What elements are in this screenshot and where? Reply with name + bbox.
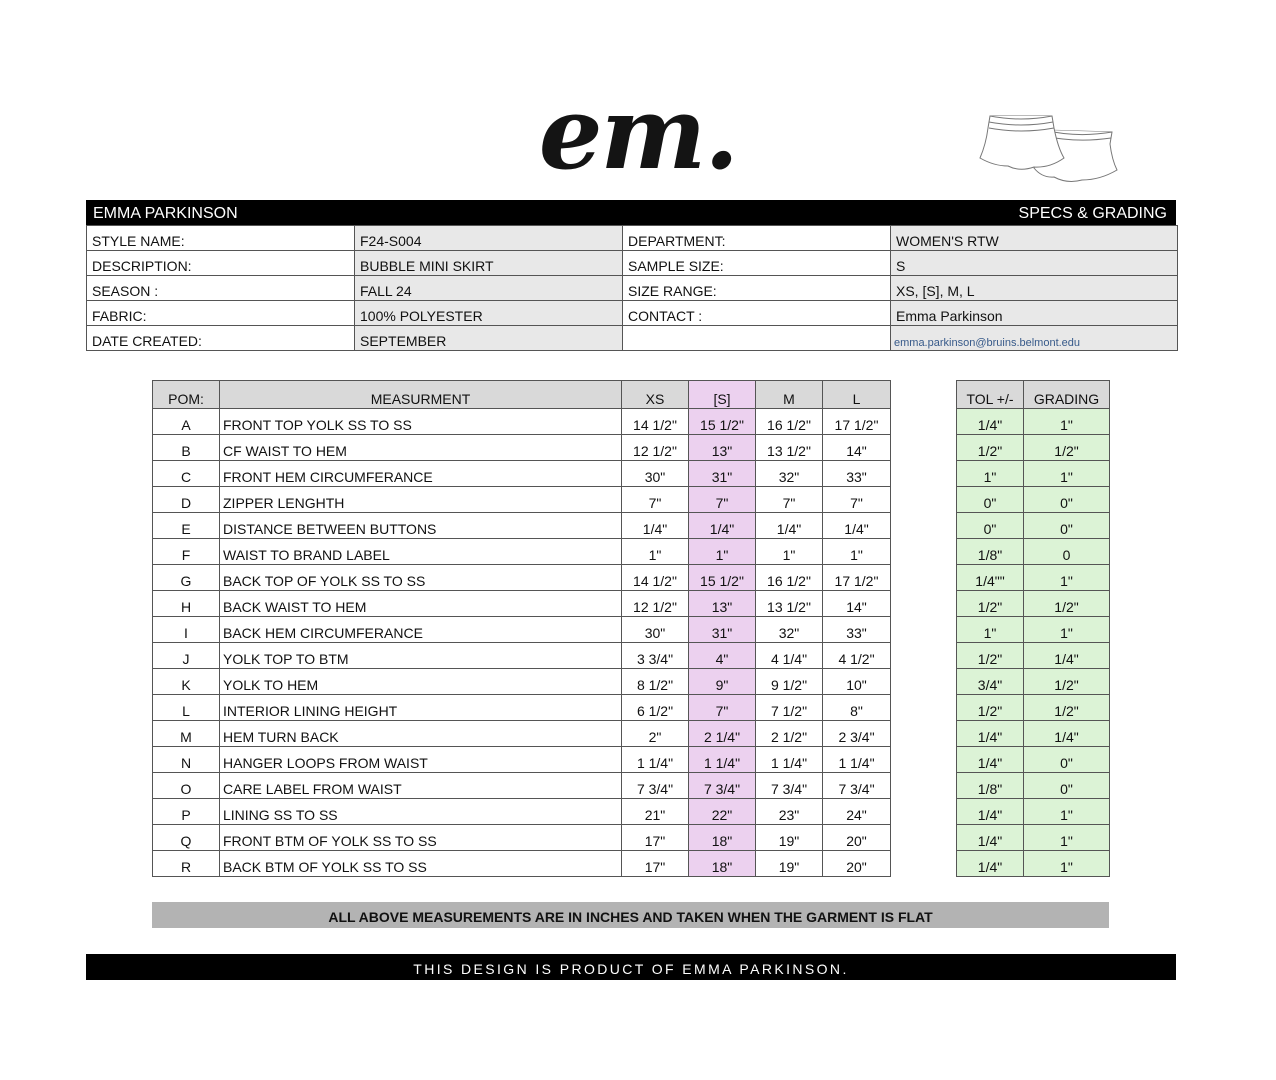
grading-value: 0" [1024,773,1110,799]
size-xs-value: 14 1/2" [622,409,689,435]
size-s-value: 31" [689,617,756,643]
measurement-name: INTERIOR LINING HEIGHT [220,695,622,721]
pom-code: R [153,851,220,877]
grading-value: 0" [1024,513,1110,539]
measurement-row [153,747,891,773]
tolerance-value: 1/2" [957,643,1024,669]
measurement-row [153,461,891,487]
info-value: F24-S004 [355,226,623,251]
info-label: STYLE NAME: [87,226,355,251]
pom-code: O [153,773,220,799]
size-xs-value: 7" [622,487,689,513]
size-m-value: 1" [756,539,823,565]
pom-code: M [153,721,220,747]
size-xs-value: 21" [622,799,689,825]
footer-bar: THIS DESIGN IS PRODUCT OF EMMA PARKINSON. [86,954,1176,980]
measurement-name: BACK TOP OF YOLK SS TO SS [220,565,622,591]
info-value: Emma Parkinson [891,301,1178,326]
measurement-name: FRONT BTM OF YOLK SS TO SS [220,825,622,851]
pom-code: N [153,747,220,773]
size-l-value: 33" [823,461,891,487]
header-bar [86,200,1176,225]
header-measurement: MEASURMENT [220,381,622,409]
size-m-value: 4 1/4" [756,643,823,669]
tolerance-row [957,721,1110,747]
size-s-value: 18" [689,825,756,851]
header-pom: POM: [153,381,220,409]
size-s-value: 9" [689,669,756,695]
tolerance-row [957,461,1110,487]
size-xs-value: 1" [622,539,689,565]
size-xs-value: 8 1/2" [622,669,689,695]
measurement-name: BACK BTM OF YOLK SS TO SS [220,851,622,877]
size-s-value: 1" [689,539,756,565]
size-m-value: 23" [756,799,823,825]
tolerance-row [957,851,1110,877]
measurement-row [153,487,891,513]
measurement-name: ZIPPER LENGHTH [220,487,622,513]
size-m-value: 1 1/4" [756,747,823,773]
size-l-value: 10" [823,669,891,695]
size-s-value: 7" [689,695,756,721]
size-xs-value: 2" [622,721,689,747]
tolerance-row [957,435,1110,461]
grading-value: 0" [1024,487,1110,513]
tolerance-header-row [957,381,1110,409]
tolerance-row [957,747,1110,773]
tolerance-value: 1/4" [957,799,1024,825]
tolerance-row [957,773,1110,799]
size-s-value: 1/4" [689,513,756,539]
measurement-name: YOLK TO HEM [220,669,622,695]
measurement-name: HANGER LOOPS FROM WAIST [220,747,622,773]
measurement-row [153,825,891,851]
measurement-row [153,721,891,747]
pom-code: E [153,513,220,539]
size-xs-value: 17" [622,851,689,877]
size-l-value: 4 1/2" [823,643,891,669]
grading-value: 1" [1024,565,1110,591]
size-xs-value: 7 3/4" [622,773,689,799]
info-value: WOMEN'S RTW [891,226,1178,251]
size-l-value: 1 1/4" [823,747,891,773]
pom-code: H [153,591,220,617]
size-m-value: 7" [756,487,823,513]
header-l: L [823,381,891,409]
skirt-flat-sketch [972,110,1122,188]
tolerance-row [957,643,1110,669]
tolerance-row [957,617,1110,643]
size-m-value: 1/4" [756,513,823,539]
info-label: DATE CREATED: [87,326,355,351]
info-label: SAMPLE SIZE: [623,251,891,276]
pom-code: G [153,565,220,591]
tolerance-row [957,539,1110,565]
size-xs-value: 12 1/2" [622,435,689,461]
size-xs-value: 17" [622,825,689,851]
size-m-value: 2 1/2" [756,721,823,747]
grading-value: 1/4" [1024,643,1110,669]
tolerance-value: 0" [957,513,1024,539]
pom-code: L [153,695,220,721]
measurement-row [153,669,891,695]
measurement-row [153,565,891,591]
size-l-value: 20" [823,851,891,877]
size-s-value: 7" [689,487,756,513]
designer-name: EMMA PARKINSON [93,205,238,222]
tolerance-value: 1/2" [957,695,1024,721]
size-m-value: 19" [756,825,823,851]
measurement-row [153,799,891,825]
info-row [87,276,1178,301]
pom-code: K [153,669,220,695]
tolerance-row [957,513,1110,539]
grading-value: 1/2" [1024,695,1110,721]
size-m-value: 16 1/2" [756,565,823,591]
tolerance-row [957,409,1110,435]
size-s-value: 13" [689,591,756,617]
tolerance-value: 1/2" [957,591,1024,617]
pom-code: I [153,617,220,643]
grading-value: 1/2" [1024,591,1110,617]
size-l-value: 17 1/2" [823,409,891,435]
tolerance-value: 1" [957,461,1024,487]
grading-value: 1/2" [1024,669,1110,695]
size-m-value: 19" [756,851,823,877]
header-s: [S] [689,381,756,409]
measurement-table [152,380,891,877]
measurement-name: YOLK TOP TO BTM [220,643,622,669]
info-label: CONTACT : [623,301,891,326]
tolerance-value: 1/8" [957,773,1024,799]
header-grading: GRADING [1024,381,1110,409]
style-info-table [86,225,1178,351]
size-s-value: 1 1/4" [689,747,756,773]
grading-value: 1" [1024,461,1110,487]
measurement-note: ALL ABOVE MEASUREMENTS ARE IN INCHES AND TAKEN WHEN THE GARMENT IS FLAT [152,902,1109,928]
size-s-value: 13" [689,435,756,461]
measurement-name: BACK WAIST TO HEM [220,591,622,617]
tolerance-value: 0" [957,487,1024,513]
measurement-row [153,617,891,643]
size-xs-value: 30" [622,617,689,643]
size-xs-value: 12 1/2" [622,591,689,617]
measurement-header-row [153,381,891,409]
pom-code: B [153,435,220,461]
info-value: S [891,251,1178,276]
pom-code: J [153,643,220,669]
size-l-value: 7" [823,487,891,513]
measurement-name: CF WAIST TO HEM [220,435,622,461]
header-tolerance: TOL +/- [957,381,1024,409]
size-l-value: 17 1/2" [823,565,891,591]
size-xs-value: 14 1/2" [622,565,689,591]
measurement-row [153,513,891,539]
grading-value: 1/2" [1024,435,1110,461]
size-xs-value: 1/4" [622,513,689,539]
size-l-value: 1/4" [823,513,891,539]
info-value: FALL 24 [355,276,623,301]
tolerance-row [957,487,1110,513]
size-l-value: 7 3/4" [823,773,891,799]
measurement-row [153,643,891,669]
measurement-name: LINING SS TO SS [220,799,622,825]
tolerance-row [957,591,1110,617]
size-l-value: 14" [823,591,891,617]
size-xs-value: 30" [622,461,689,487]
pom-code: A [153,409,220,435]
info-value: 100% POLYESTER [355,301,623,326]
tolerance-value: 1/4" [957,409,1024,435]
info-row [87,226,1178,251]
measurement-name: FRONT TOP YOLK SS TO SS [220,409,622,435]
info-label: FABRIC: [87,301,355,326]
info-label: DEPARTMENT: [623,226,891,251]
size-m-value: 13 1/2" [756,435,823,461]
size-m-value: 7 3/4" [756,773,823,799]
size-m-value: 32" [756,617,823,643]
measurement-name: CARE LABEL FROM WAIST [220,773,622,799]
size-l-value: 33" [823,617,891,643]
info-value: SEPTEMBER [355,326,623,351]
size-xs-value: 6 1/2" [622,695,689,721]
size-s-value: 15 1/2" [689,409,756,435]
grading-value: 1" [1024,617,1110,643]
size-m-value: 13 1/2" [756,591,823,617]
tolerance-grading-table [956,380,1110,877]
size-s-value: 7 3/4" [689,773,756,799]
grading-value: 1" [1024,825,1110,851]
brand-logo: em. [538,74,738,192]
size-s-value: 2 1/4" [689,721,756,747]
measurement-name: HEM TURN BACK [220,721,622,747]
tolerance-value: 1/4" [957,747,1024,773]
info-row [87,326,1178,351]
size-s-value: 18" [689,851,756,877]
pom-code: C [153,461,220,487]
size-l-value: 20" [823,825,891,851]
tolerance-value: 1" [957,617,1024,643]
size-l-value: 8" [823,695,891,721]
size-s-value: 15 1/2" [689,565,756,591]
measurement-row [153,591,891,617]
tolerance-value: 1/8" [957,539,1024,565]
tolerance-value: 1/4" [957,721,1024,747]
info-value: XS, [S], M, L [891,276,1178,301]
grading-value: 0 [1024,539,1110,565]
info-label: SEASON : [87,276,355,301]
size-l-value: 14" [823,435,891,461]
header-xs: XS [622,381,689,409]
tolerance-row [957,565,1110,591]
grading-value: 1" [1024,851,1110,877]
info-value: BUBBLE MINI SKIRT [355,251,623,276]
size-m-value: 32" [756,461,823,487]
size-l-value: 2 3/4" [823,721,891,747]
header-m: M [756,381,823,409]
contact-email: emma.parkinson@bruins.belmont.edu [891,326,1178,351]
measurement-name: FRONT HEM CIRCUMFERANCE [220,461,622,487]
measurement-row [153,773,891,799]
pom-code: F [153,539,220,565]
measurement-row [153,435,891,461]
info-label: DESCRIPTION: [87,251,355,276]
tolerance-row [957,799,1110,825]
tolerance-value: 1/4" [957,851,1024,877]
info-label: SIZE RANGE: [623,276,891,301]
section-title: SPECS & GRADING [1018,205,1167,222]
tolerance-value: 3/4" [957,669,1024,695]
size-xs-value: 1 1/4" [622,747,689,773]
size-xs-value: 3 3/4" [622,643,689,669]
grading-value: 0" [1024,747,1110,773]
tolerance-row [957,825,1110,851]
measurement-row [153,695,891,721]
tolerance-row [957,695,1110,721]
tolerance-value: 1/2" [957,435,1024,461]
measurement-name: BACK HEM CIRCUMFERANCE [220,617,622,643]
grading-value: 1" [1024,799,1110,825]
size-s-value: 31" [689,461,756,487]
grading-value: 1/4" [1024,721,1110,747]
size-l-value: 1" [823,539,891,565]
measurement-row [153,539,891,565]
tolerance-row [957,669,1110,695]
grading-value: 1" [1024,409,1110,435]
size-m-value: 16 1/2" [756,409,823,435]
info-row [87,301,1178,326]
pom-code: P [153,799,220,825]
size-s-value: 4" [689,643,756,669]
measurement-name: DISTANCE BETWEEN BUTTONS [220,513,622,539]
info-row [87,251,1178,276]
size-s-value: 22" [689,799,756,825]
tolerance-value: 1/4" [957,825,1024,851]
size-l-value: 24" [823,799,891,825]
measurement-row [153,409,891,435]
measurement-row [153,851,891,877]
pom-code: Q [153,825,220,851]
size-m-value: 7 1/2" [756,695,823,721]
pom-code: D [153,487,220,513]
tolerance-value: 1/4"" [957,565,1024,591]
measurement-name: WAIST TO BRAND LABEL [220,539,622,565]
size-m-value: 9 1/2" [756,669,823,695]
info-label [623,326,891,351]
